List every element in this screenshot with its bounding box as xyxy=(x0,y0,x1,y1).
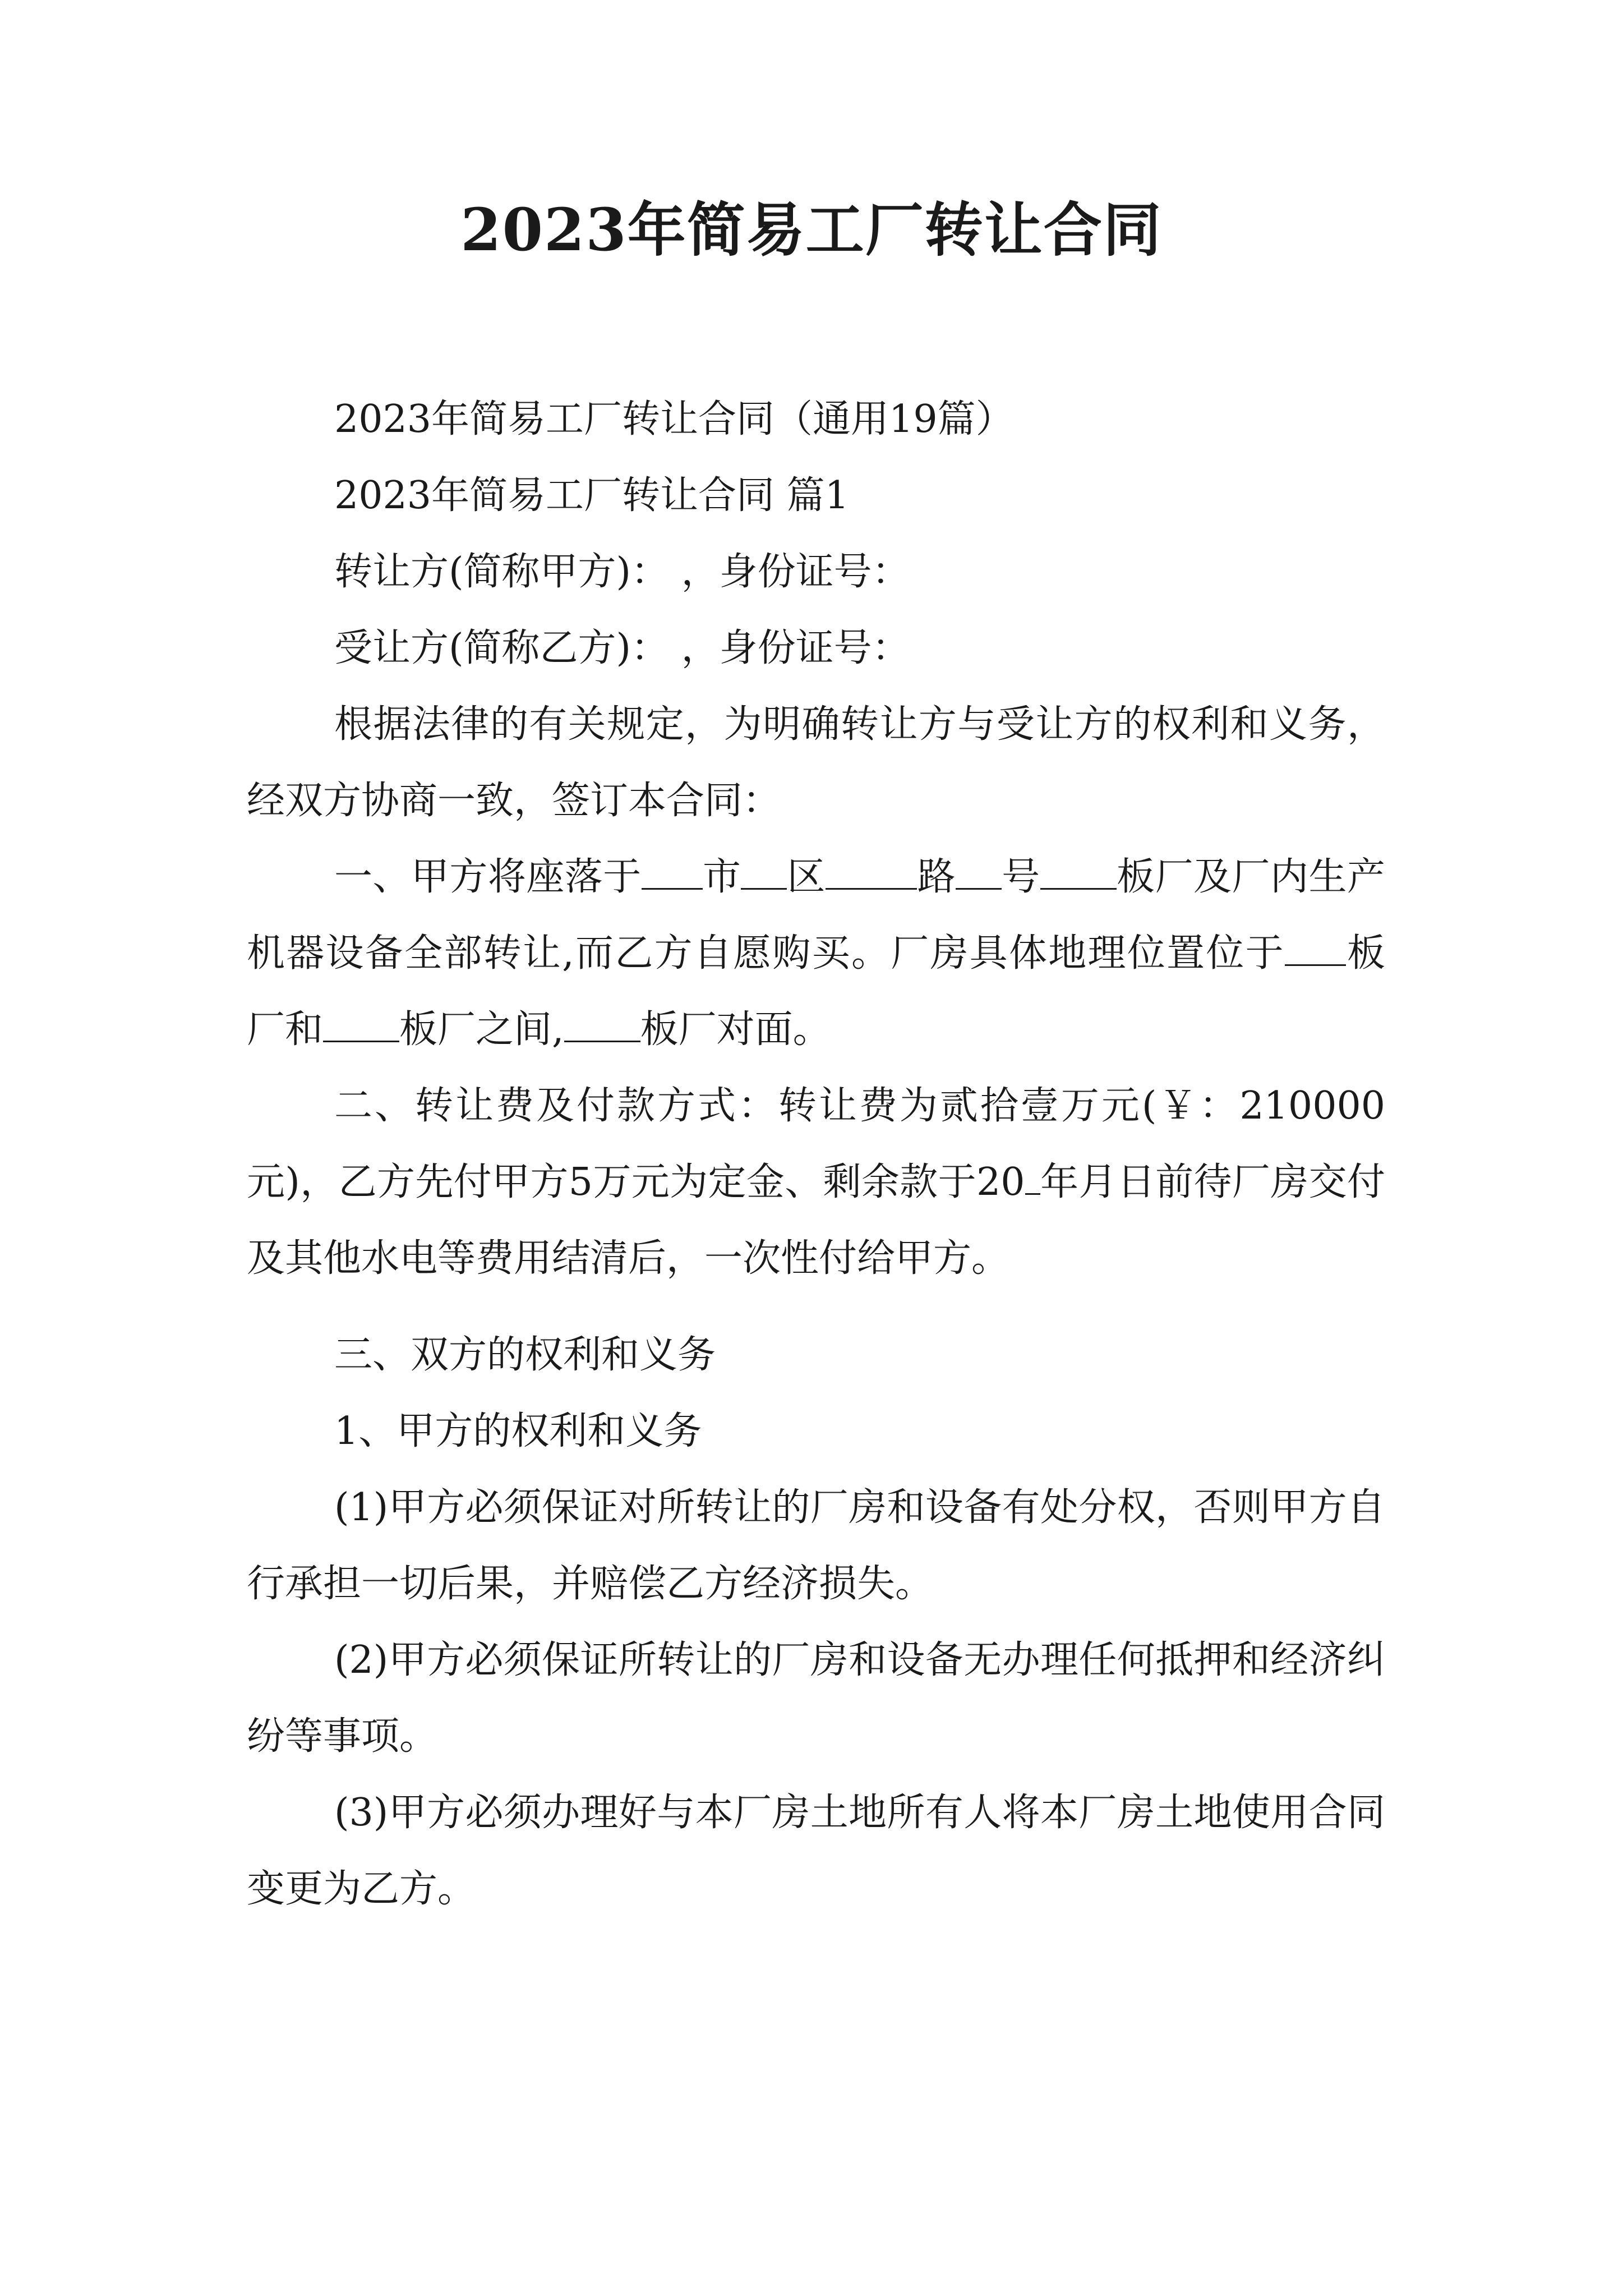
subtitle: 2023年简易工厂转让合同（通用19篇） xyxy=(334,397,1014,441)
blank-field xyxy=(1285,930,1346,966)
clause-2-text-a: 二、转让费及付款方式：转让费为贰拾壹万元(￥：210000元)，乙方先付甲方5万元为定金、剩余款于20 xyxy=(247,1084,1385,1204)
blank-field xyxy=(564,1006,640,1042)
blank-field xyxy=(956,854,1002,890)
clause-1-text-f: 板厂及厂内生产机器设备全部转让,而乙方自愿购买。厂房具体地理位置位于 xyxy=(247,855,1385,976)
clause-3-subheading: 1、甲方的权利和义务 xyxy=(334,1409,702,1453)
blank-field xyxy=(1025,1159,1040,1195)
intro-paragraph: 根据法律的有关规定，为明确转让方与受让方的权利和义务，经双方协商一致，签订本合同： xyxy=(247,702,1385,823)
clause-1-text-g: 板厂和 xyxy=(247,931,1385,1052)
section-heading: 2023年简易工厂转让合同 篇1 xyxy=(334,473,849,518)
transferee-line: 受让方(简称乙方)： ，身份证号： xyxy=(334,626,910,670)
blank-field xyxy=(1040,854,1117,890)
clause-1 xyxy=(247,839,1385,1068)
clause-3-item-2: (2)甲方必须保证所转让的厂房和设备无办理任何抵押和经济纠纷等事项。 xyxy=(247,1638,1385,1759)
clause-1-text-b: 市 xyxy=(702,855,741,899)
blank-field xyxy=(642,854,703,890)
clause-1-text-i: 板厂对面。 xyxy=(640,1007,831,1052)
blank-field xyxy=(826,854,917,890)
clause-3-item-3: (3)甲方必须办理好与本厂房土地所有人将本厂房土地使用合同变更为乙方。 xyxy=(247,1791,1385,1911)
clause-1-text-a: 一、甲方将座落于 xyxy=(334,855,642,899)
clause-2-text-b: 年月日前待厂房交付及其他水电等费用结清后，一次性付给甲方。 xyxy=(247,1160,1385,1281)
clause-1-text-c: 区 xyxy=(787,855,826,899)
document-body xyxy=(247,381,1385,1927)
clause-1-text-h: 板厂之间, xyxy=(399,1007,564,1052)
clause-3-item-1: (1)甲方必须保证对所转让的厂房和设备有处分权，否则甲方自行承担一切后果，并赔偿乙方经济损失。 xyxy=(247,1485,1385,1606)
blank-field xyxy=(741,854,787,890)
blank-field xyxy=(323,1006,399,1042)
clause-1-text-e: 号 xyxy=(1001,855,1040,899)
document-title: 2023年简易工厂转让合同 xyxy=(460,195,1163,264)
clause-2 xyxy=(247,1068,1385,1297)
clause-3-heading: 三、双方的权利和义务 xyxy=(334,1333,716,1377)
clause-1-text-d: 路 xyxy=(917,855,956,899)
transferor-line: 转让方(简称甲方)： ，身份证号： xyxy=(334,550,910,594)
